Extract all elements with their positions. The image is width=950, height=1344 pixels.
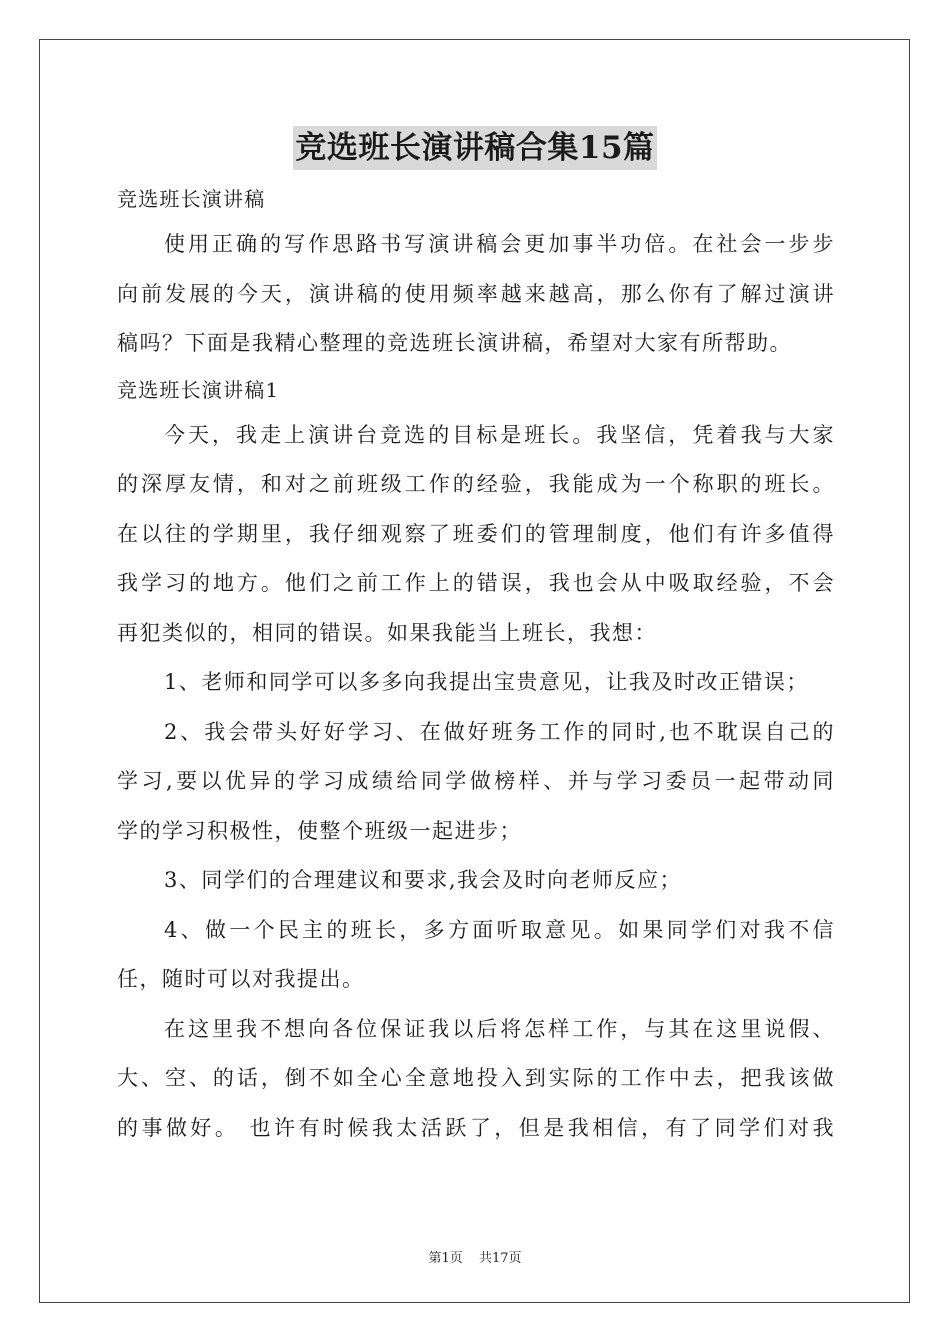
section-heading: 竞选班长演讲稿: [117, 187, 266, 211]
page-footer: [0, 1247, 950, 1266]
speech-heading: 竞选班长演讲稿1: [117, 377, 280, 402]
list-item: 3、同学们的合理建议和要求,我会及时向老师反应；: [164, 868, 683, 892]
document-title: 竞选班长演讲稿合集15篇: [293, 126, 656, 170]
paragraph-line: 在以往的学期里，我仔细观察了班委们的管理制度，他们有许多值得: [117, 521, 835, 546]
paragraph-line: 大、空、的话，倒不如全心全意地投入到实际的工作中去，把我该做: [117, 1066, 835, 1090]
page-number: 第1页: [428, 1251, 463, 1266]
intro-line: 向前发展的今天，演讲稿的使用频率越来越高，那么你有了解过演讲: [117, 281, 835, 306]
list-item: 4、做一个民主的班长，多方面听取意见。如果同学们对我不信: [164, 917, 835, 942]
paragraph-line: 我学习的地方。他们之前工作上的错误，我也会从中吸取经验，不会: [117, 571, 835, 595]
intro-line: 稿吗？下面是我精心整理的竞选班长演讲稿，希望对大家有所帮助。: [117, 331, 792, 355]
paragraph-line: 在这里我不想向各位保证我以后将怎样工作，与其在这里说假、: [164, 1016, 835, 1041]
paragraph-line: 再犯类似的，相同的错误。如果我能当上班长，我想：: [117, 620, 657, 645]
paragraph-line: 的深厚友情，和对之前班级工作的经验，我能成为一个称职的班长。: [117, 472, 835, 496]
intro-line: 使用正确的写作思路书写演讲稿会更加事半功倍。在社会一步步: [164, 232, 835, 256]
paragraph-line: 的事做好。 也许有时候我太活跃了，但是我相信，有了同学们对我: [117, 1115, 835, 1140]
paragraph-line: 今天，我走上演讲台竞选的目标是班长。我坚信，凭着我与大家: [164, 422, 835, 447]
document-body: [117, 178, 835, 1153]
list-item: 2、我会带头好好学习、在做好班务工作的同时,也不耽误自己的: [164, 719, 835, 744]
list-item: 1、老师和同学可以多多向我提出宝贵意见，让我及时改正错误；: [164, 670, 809, 694]
page-total: 共17页: [478, 1251, 522, 1266]
list-item-continued: 学的学习积极性，使整个班级一起进步；: [117, 818, 522, 843]
list-item-continued: 任，随时可以对我提出。: [117, 967, 365, 991]
title-wrapper: [0, 126, 950, 170]
list-item-continued: 学习,要以优异的学习成绩给同学做榜样、并与学习委员一起带动同: [117, 769, 835, 793]
